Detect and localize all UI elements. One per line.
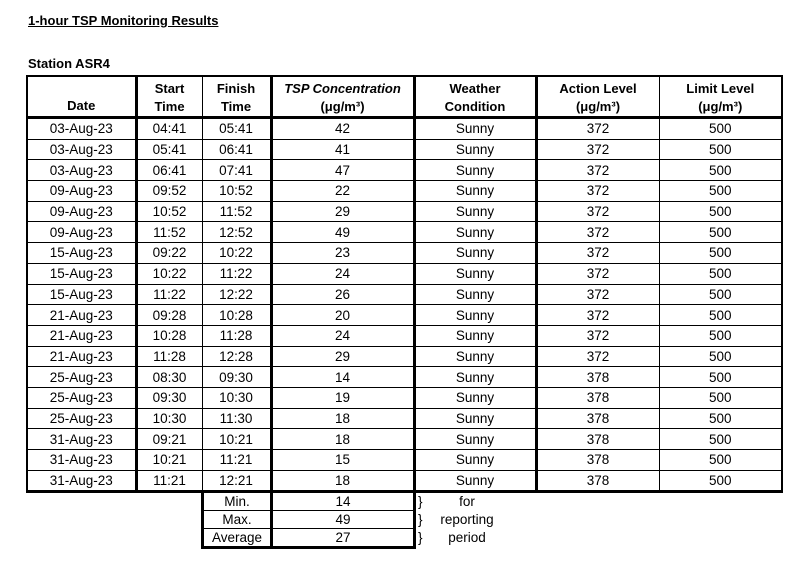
- cell-start-time: 09:22: [136, 243, 202, 264]
- cell-limit-level: 500: [659, 160, 782, 181]
- cell-finish-time: 11:22: [202, 263, 271, 284]
- col-header-action-level: Action Level (μg/m³): [536, 76, 659, 118]
- table-row: [27, 160, 782, 181]
- page-title: 1-hour TSP Monitoring Results: [28, 13, 219, 28]
- cell-limit-level: 500: [659, 346, 782, 367]
- summary-label: Average: [203, 529, 272, 548]
- cell-finish-time: 06:41: [202, 139, 271, 160]
- cell-start-time: 11:28: [136, 346, 202, 367]
- table-row: [27, 139, 782, 160]
- cell-limit-level: 500: [659, 118, 782, 140]
- summary-value: 27: [272, 529, 415, 548]
- cell-finish-time: 11:21: [202, 450, 271, 471]
- cell-tsp-concentration: 14: [271, 367, 414, 388]
- summary-row: [203, 511, 415, 529]
- cell-action-level: 372: [536, 263, 659, 284]
- summary-row: [203, 493, 415, 511]
- cell-finish-time: 10:28: [202, 305, 271, 326]
- cell-limit-level: 500: [659, 429, 782, 450]
- cell-finish-time: 05:41: [202, 118, 271, 140]
- cell-start-time: 10:30: [136, 408, 202, 429]
- cell-finish-time: 12:52: [202, 222, 271, 243]
- cell-action-level: 372: [536, 243, 659, 264]
- table-row: [27, 429, 782, 450]
- cell-tsp-concentration: 41: [271, 139, 414, 160]
- table-row: [27, 470, 782, 492]
- cell-date: 09-Aug-23: [27, 201, 136, 222]
- cell-limit-level: 500: [659, 387, 782, 408]
- cell-finish-time: 12:21: [202, 470, 271, 492]
- cell-weather: Sunny: [414, 387, 536, 408]
- cell-finish-time: 10:30: [202, 387, 271, 408]
- cell-start-time: 04:41: [136, 118, 202, 140]
- cell-limit-level: 500: [659, 470, 782, 492]
- summary-note-text: reporting: [440, 512, 494, 527]
- cell-date: 09-Aug-23: [27, 181, 136, 202]
- table-row: [27, 367, 782, 388]
- col-header-limit-level: Limit Level (μg/m³): [659, 76, 782, 118]
- cell-action-level: 372: [536, 118, 659, 140]
- table-row: [27, 118, 782, 140]
- cell-finish-time: 10:22: [202, 243, 271, 264]
- table-row: [27, 450, 782, 471]
- brace-glyph: }: [418, 512, 423, 527]
- cell-weather: Sunny: [414, 470, 536, 492]
- cell-limit-level: 500: [659, 325, 782, 346]
- cell-weather: Sunny: [414, 305, 536, 326]
- cell-start-time: 06:41: [136, 160, 202, 181]
- brace-glyph: }: [418, 494, 423, 509]
- brace-glyph: }: [418, 530, 423, 545]
- header-row: [27, 76, 782, 118]
- cell-finish-time: 11:52: [202, 201, 271, 222]
- cell-limit-level: 500: [659, 367, 782, 388]
- cell-start-time: 11:21: [136, 470, 202, 492]
- col-header-date: Date: [27, 76, 136, 118]
- table-body: [27, 118, 782, 492]
- cell-weather: Sunny: [414, 243, 536, 264]
- cell-tsp-concentration: 22: [271, 181, 414, 202]
- cell-limit-level: 500: [659, 201, 782, 222]
- cell-date: 31-Aug-23: [27, 450, 136, 471]
- cell-tsp-concentration: 26: [271, 284, 414, 305]
- cell-weather: Sunny: [414, 284, 536, 305]
- cell-action-level: 372: [536, 201, 659, 222]
- table-row: [27, 305, 782, 326]
- cell-action-level: 378: [536, 470, 659, 492]
- summary-value: 49: [272, 511, 415, 529]
- cell-start-time: 10:28: [136, 325, 202, 346]
- cell-limit-level: 500: [659, 305, 782, 326]
- cell-date: 15-Aug-23: [27, 263, 136, 284]
- cell-date: 03-Aug-23: [27, 118, 136, 140]
- summary-table: [201, 492, 416, 549]
- cell-weather: Sunny: [414, 118, 536, 140]
- cell-date: 15-Aug-23: [27, 243, 136, 264]
- cell-tsp-concentration: 18: [271, 470, 414, 492]
- summary-value: 14: [272, 493, 415, 511]
- table-row: [27, 201, 782, 222]
- cell-date: 25-Aug-23: [27, 387, 136, 408]
- cell-weather: Sunny: [414, 222, 536, 243]
- cell-limit-level: 500: [659, 408, 782, 429]
- cell-action-level: 372: [536, 160, 659, 181]
- cell-action-level: 372: [536, 284, 659, 305]
- cell-action-level: 378: [536, 387, 659, 408]
- cell-date: 21-Aug-23: [27, 325, 136, 346]
- summary-row: [203, 529, 415, 548]
- cell-finish-time: 11:28: [202, 325, 271, 346]
- cell-action-level: 372: [536, 222, 659, 243]
- cell-tsp-concentration: 24: [271, 325, 414, 346]
- summary-note: [418, 511, 502, 528]
- summary-note: [418, 529, 502, 546]
- cell-limit-level: 500: [659, 284, 782, 305]
- cell-weather: Sunny: [414, 160, 536, 181]
- table-row: [27, 263, 782, 284]
- cell-tsp-concentration: 49: [271, 222, 414, 243]
- cell-start-time: 10:22: [136, 263, 202, 284]
- cell-weather: Sunny: [414, 346, 536, 367]
- cell-date: 03-Aug-23: [27, 160, 136, 181]
- cell-action-level: 378: [536, 367, 659, 388]
- cell-finish-time: 07:41: [202, 160, 271, 181]
- cell-action-level: 378: [536, 429, 659, 450]
- table-row: [27, 222, 782, 243]
- cell-date: 15-Aug-23: [27, 284, 136, 305]
- col-header-tsp-concentration: TSP Concentration (μg/m³): [271, 76, 414, 118]
- cell-tsp-concentration: 18: [271, 429, 414, 450]
- cell-date: 31-Aug-23: [27, 470, 136, 492]
- col-header-weather: Weather Condition: [414, 76, 536, 118]
- cell-date: 25-Aug-23: [27, 408, 136, 429]
- cell-date: 31-Aug-23: [27, 429, 136, 450]
- cell-weather: Sunny: [414, 201, 536, 222]
- cell-finish-time: 12:28: [202, 346, 271, 367]
- cell-tsp-concentration: 42: [271, 118, 414, 140]
- cell-date: 03-Aug-23: [27, 139, 136, 160]
- cell-start-time: 09:52: [136, 181, 202, 202]
- cell-action-level: 378: [536, 408, 659, 429]
- cell-weather: Sunny: [414, 408, 536, 429]
- cell-date: 25-Aug-23: [27, 367, 136, 388]
- cell-weather: Sunny: [414, 429, 536, 450]
- cell-tsp-concentration: 29: [271, 346, 414, 367]
- cell-limit-level: 500: [659, 263, 782, 284]
- cell-weather: Sunny: [414, 181, 536, 202]
- cell-action-level: 372: [536, 139, 659, 160]
- cell-weather: Sunny: [414, 139, 536, 160]
- summary-note-text: for: [459, 494, 475, 509]
- cell-tsp-concentration: 29: [271, 201, 414, 222]
- table-row: [27, 408, 782, 429]
- cell-finish-time: 10:21: [202, 429, 271, 450]
- cell-action-level: 372: [536, 181, 659, 202]
- summary-note-text: period: [448, 530, 486, 545]
- cell-tsp-concentration: 20: [271, 305, 414, 326]
- table-row: [27, 284, 782, 305]
- cell-start-time: 05:41: [136, 139, 202, 160]
- cell-date: 09-Aug-23: [27, 222, 136, 243]
- cell-weather: Sunny: [414, 450, 536, 471]
- cell-finish-time: 10:52: [202, 181, 271, 202]
- cell-limit-level: 500: [659, 243, 782, 264]
- cell-start-time: 09:21: [136, 429, 202, 450]
- cell-finish-time: 12:22: [202, 284, 271, 305]
- station-label: Station ASR4: [28, 56, 110, 71]
- cell-limit-level: 500: [659, 222, 782, 243]
- cell-action-level: 372: [536, 305, 659, 326]
- cell-limit-level: 500: [659, 450, 782, 471]
- cell-tsp-concentration: 47: [271, 160, 414, 181]
- cell-start-time: 10:52: [136, 201, 202, 222]
- cell-start-time: 11:52: [136, 222, 202, 243]
- cell-weather: Sunny: [414, 263, 536, 284]
- table-row: [27, 243, 782, 264]
- cell-start-time: 08:30: [136, 367, 202, 388]
- cell-date: 21-Aug-23: [27, 305, 136, 326]
- table-row: [27, 325, 782, 346]
- cell-weather: Sunny: [414, 367, 536, 388]
- cell-action-level: 378: [536, 450, 659, 471]
- table-row: [27, 387, 782, 408]
- cell-action-level: 372: [536, 325, 659, 346]
- cell-date: 21-Aug-23: [27, 346, 136, 367]
- cell-limit-level: 500: [659, 139, 782, 160]
- cell-tsp-concentration: 18: [271, 408, 414, 429]
- cell-finish-time: 11:30: [202, 408, 271, 429]
- table-row: [27, 181, 782, 202]
- cell-start-time: 09:28: [136, 305, 202, 326]
- cell-start-time: 10:21: [136, 450, 202, 471]
- cell-action-level: 372: [536, 346, 659, 367]
- table-row: [27, 346, 782, 367]
- cell-tsp-concentration: 24: [271, 263, 414, 284]
- summary-label: Max.: [203, 511, 272, 529]
- cell-start-time: 09:30: [136, 387, 202, 408]
- tsp-results-table: [26, 75, 783, 493]
- cell-finish-time: 09:30: [202, 367, 271, 388]
- cell-start-time: 11:22: [136, 284, 202, 305]
- col-header-finish-time: Finish Time: [202, 76, 271, 118]
- col-header-start-time: Start Time: [136, 76, 202, 118]
- cell-tsp-concentration: 23: [271, 243, 414, 264]
- cell-tsp-concentration: 15: [271, 450, 414, 471]
- cell-limit-level: 500: [659, 181, 782, 202]
- summary-note: [418, 493, 502, 510]
- cell-weather: Sunny: [414, 325, 536, 346]
- cell-tsp-concentration: 19: [271, 387, 414, 408]
- summary-label: Min.: [203, 493, 272, 511]
